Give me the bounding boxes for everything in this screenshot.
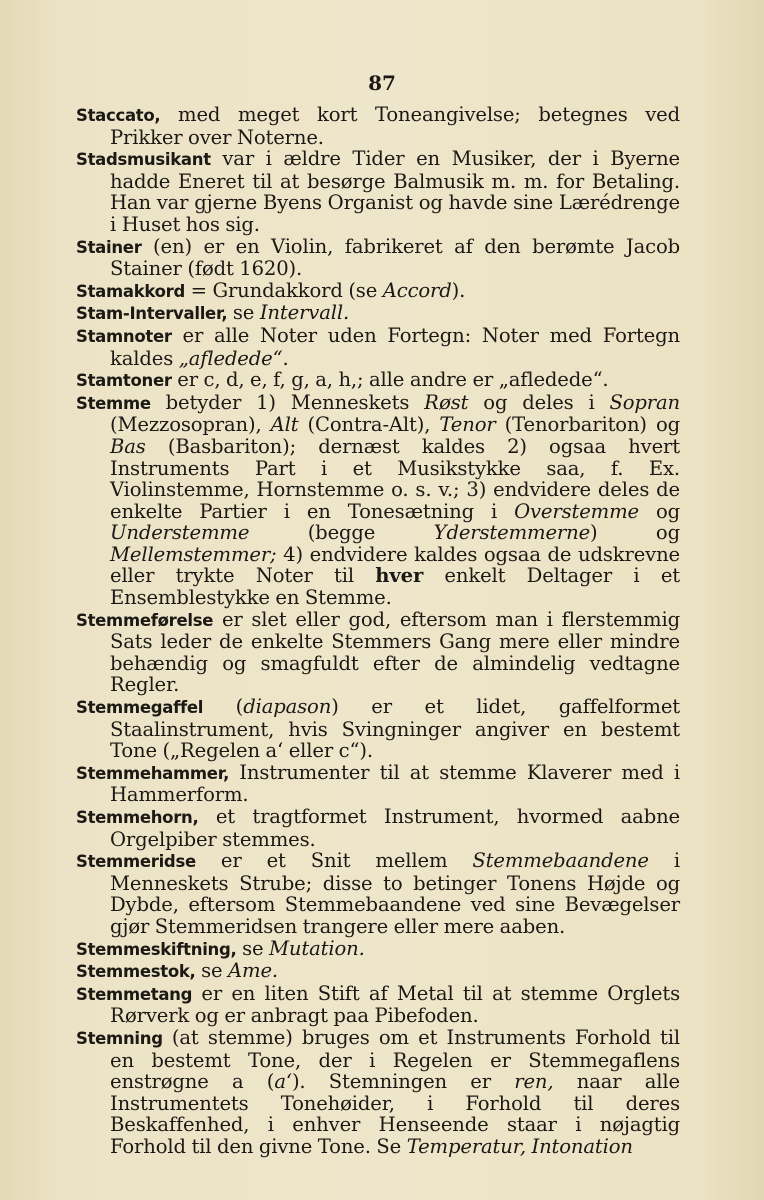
entry-text: se [195, 959, 229, 983]
entry-text: (Tenorbariton) og [495, 413, 680, 437]
dictionary-entry [76, 392, 680, 609]
headword: Stemmeridse [76, 852, 196, 872]
dictionary-entry [76, 938, 680, 961]
entry-text: (Contra-Alt), [298, 413, 440, 437]
headword: Stamtoner [76, 371, 172, 391]
headword: Stadsmusikant [76, 150, 211, 170]
headword: Stamnoter [76, 326, 172, 346]
dictionary-entries [76, 104, 680, 1158]
italic-term: Bas [110, 434, 146, 458]
headword: Stemmehorn, [76, 808, 199, 827]
dictionary-entry [76, 762, 680, 806]
italic-term: Mutation. [269, 936, 365, 960]
entry-text: = Grundakkord (se [185, 278, 383, 302]
italic-term: Temperatur, Intonation [406, 1134, 633, 1158]
italic-term: Stemmebaandene [472, 849, 649, 873]
italic-term: Accord [382, 278, 452, 302]
headword: Stemmehammer, [76, 763, 230, 783]
italic-term: ren, [514, 1070, 554, 1094]
page-number: 87 [368, 71, 396, 95]
italic-term: Yderstemmerne [433, 521, 591, 545]
dictionary-entry [76, 806, 680, 850]
entry-text: ). [451, 278, 466, 302]
entry-text: er c, d, e, f, g, a, h,; alle andre er „afledede“. [171, 368, 609, 392]
entry-text: og [638, 499, 680, 523]
entry-text: (en) er en Violin, fabrikeret af den berømte Jacob Stainer (født 1620). [110, 234, 680, 281]
italic-term: Overstemme [514, 499, 639, 523]
headword: Stemmegaffel [76, 698, 204, 718]
italic-term: Intervall. [259, 301, 350, 325]
italic-term: Ame. [228, 959, 279, 983]
dictionary-entry [76, 609, 680, 696]
dictionary-entry [76, 850, 680, 937]
bold-term: hver [375, 564, 424, 588]
entry-text: 4) endvidere kaldes ogsaa de udskrevne eller trykte Noter til [110, 542, 680, 588]
italic-term: Sopran [609, 390, 681, 414]
entry-text: med meget kort Toneangivelse; betegnes ved Prikker over Noterne. [110, 103, 680, 149]
dictionary-entry [76, 280, 680, 303]
headword: Stemmestok, [76, 962, 196, 982]
headword: Stam-Intervaller, [76, 304, 228, 324]
headword: Stemmetang [76, 984, 193, 1004]
italic-term: „afledede“. [178, 346, 289, 370]
entry-text: er alle Noter uden Fortegn: Noter med Fortegn kaldes [110, 323, 680, 370]
entry-text: ) og [590, 521, 680, 545]
entry-text: var i ældre Tider en Musiker, der i Byerne hadde Eneret til at besørge Balmusik m. m. for Betaling. Han var gjerne Byens Organist og havde sine Lærédrenge i Huset hos sig. [110, 147, 680, 236]
dictionary-entry [76, 302, 680, 325]
dictionary-entry [76, 148, 680, 235]
entry-text: (at stemme) bruges om et Instruments Forhold til en bestemt Tone, der i Regelen er Stemmegaflens enstrøgne a ( [110, 1025, 680, 1094]
entry-text: i Menneskets Strube; disse to betinger Tonens Højde og Dybde, eftersom Stemmebaandene ved sine Bevægelser gjør Stemmeridsen trangere eller mere aaben. [110, 849, 680, 938]
dictionary-entry [76, 369, 680, 392]
entry-text: ). Stemningen er [291, 1070, 515, 1094]
dictionary-entry [76, 960, 680, 983]
entry-text: (Mezzosopran), [110, 413, 271, 437]
entry-text: (begge [249, 521, 434, 545]
dictionary-entry [76, 696, 680, 762]
headword: Staccato, [76, 106, 161, 125]
entry-text: se [227, 301, 260, 325]
entry-text: Instrumenter til at stemme Klaverer med i Hammerform. [110, 760, 680, 807]
entry-text: er en liten Stift af Metal til at stemme Orglets Rørverk og er anbragt paa Pibefoden. [110, 981, 680, 1028]
entry-text: (Basbariton); dernæst kaldes 2) ogsaa hvert Instruments Part i et Musikstykke saa, f. Ex. Violinstemme, Hornstemme o. s. v.; 3) endvidere deles de enkelte Partier i en Tonesætning i [110, 434, 680, 523]
italic-term: Mellemstemmer; [110, 542, 277, 566]
entry-text: er slet eller god, eftersom man i flerstemmig Sats leder de enkelte Stemmers Gang mere eller mindre behændig og smagfuldt efter de almindelig vedtagne Regler. [110, 607, 680, 697]
entry-text: ( [203, 695, 244, 719]
headword: Stemme [76, 393, 151, 413]
headword: Stamakkord [76, 281, 186, 301]
dictionary-entry [76, 104, 680, 148]
italic-term: diapason [243, 695, 332, 719]
entry-text: ) er et lidet, gaffelformet Staalinstrument, hvis Svingninger angiver en bestemt Tone („Regelen a‘ eller c“). [110, 695, 680, 763]
italic-term: Røst [424, 390, 469, 414]
entry-text: enkelt Deltager i et Ensemblestykke en Stemme. [110, 564, 680, 610]
italic-term: Tenor [439, 413, 496, 437]
italic-term: Understemme [110, 521, 250, 545]
headword: Stainer [76, 237, 142, 257]
entry-text: naar alle Instrumentets Tonehøider, i Forhold til deres Beskaffenhed, i enhver Henseende staar i nøjagtig Forhold til den givne Tone. Se [110, 1070, 680, 1158]
headword: Stemmeførelse [76, 610, 214, 630]
entry-text: betyder 1) Menneskets [150, 390, 425, 414]
dictionary-entry [76, 983, 680, 1027]
entry-text: et tragtformet Instrument, hvormed aabne Orgelpiber stemmes. [110, 805, 680, 851]
italic-term: Alt [270, 413, 299, 437]
entry-text: og deles i [468, 390, 610, 414]
dictionary-entry [76, 1027, 680, 1158]
entry-text: se [236, 936, 269, 960]
headword: Stemning [76, 1028, 163, 1048]
entry-text: er et Snit mellem [195, 849, 473, 873]
italic-term: a‘ [274, 1070, 292, 1094]
headword: Stemmeskiftning, [76, 939, 237, 959]
dictionary-entry [76, 325, 680, 369]
dictionary-entry [76, 236, 680, 280]
